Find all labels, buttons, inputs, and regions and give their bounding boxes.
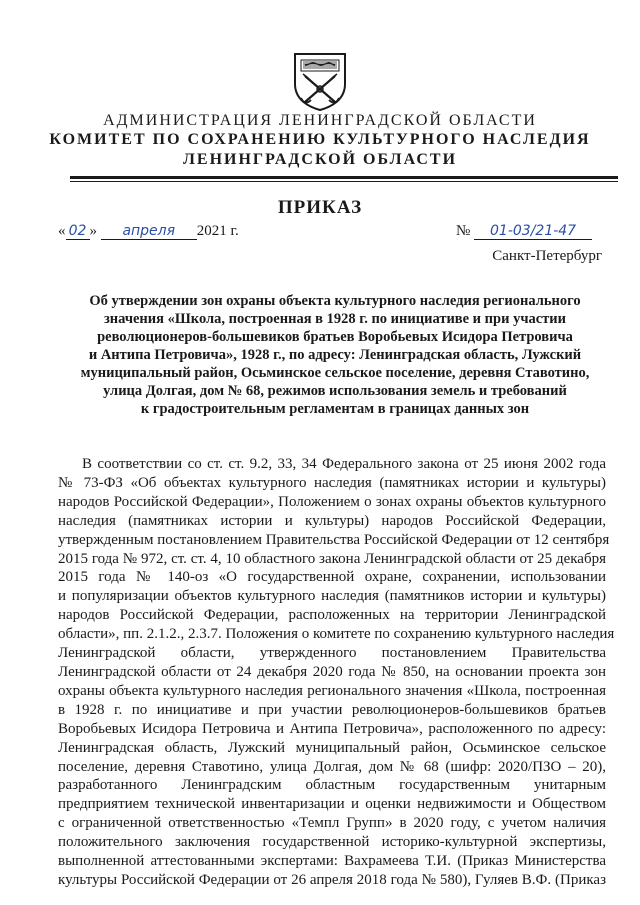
order-body (58, 455, 615, 890)
date-quote-open: « (58, 223, 66, 239)
header-divider-thick (70, 176, 618, 179)
document-date (58, 223, 239, 240)
heading-line: улица Долгая, дом № 68, режимов использования земель и требований (103, 383, 567, 399)
date-quote-close: » (89, 223, 97, 239)
heading-line: муниципальный район, Осьминское сельское поселение, деревня Ставотино, (80, 365, 590, 381)
heading-line: значения «Школа, построенная в 1928 г. по инициативе и при участии (103, 311, 567, 327)
body-line: наследия (памятниках истории и культуры) народов Российской Федерации, (58, 512, 606, 529)
org-line-committee: КОМИТЕТ ПО СОХРАНЕНИЮ КУЛЬТУРНОГО НАСЛЕДИЯ (49, 131, 591, 148)
document-number (456, 223, 592, 240)
body-line: № 73-ФЗ «Об объектах культурного наследия (памятниках истории и культуры) (58, 474, 606, 491)
body-line: Ленинградской области, утвержденного постановлением Правительства (58, 645, 606, 662)
org-line-region: ЛЕНИНГРАДСКОЙ ОБЛАСТИ (182, 151, 458, 168)
number-field (474, 223, 592, 240)
body-line: В соответствии со ст. ст. 9.2, 33, 34 Федерального закона от 25 июня 2002 года (82, 456, 606, 472)
body-line: 2015 года № 972, ст. ст. 4, 10 областного закона Ленинградской области от 25 декабря (58, 550, 606, 567)
date-month-field (101, 223, 197, 240)
body-line: в 1928 г. по инициативе и при участии революционеров-большевиков братьев (58, 701, 606, 718)
heading-line: Об утверждении зон охраны объекта культурного наследия регионального (89, 293, 581, 309)
body-line: области», пп. 2.1.2., 2.3.7. Положения о комитете по сохранению культурного наследия (58, 626, 615, 643)
body-line: предприятием технической инвентаризации и оценки недвижимости и Обществом (58, 796, 606, 813)
body-line: 2015 года № 140-оз «О государственной охране, сохранении, использовании (58, 569, 606, 586)
body-line: положительного заключения государственной историко-культурной экспертизы, (58, 834, 606, 851)
body-line: утвержденным постановлением Правительства Российской Федерации от 12 сентября (58, 531, 610, 548)
date-day: 02 (68, 223, 87, 239)
number-value: 01-03/21-47 (490, 223, 577, 239)
heading-line: революционеров-большевиков братьев Воробьевых Исидора Петровича (97, 329, 573, 345)
body-line: Ленинградской области от 24 декабря 2020 года № 850, на основании проекта зон (58, 663, 606, 680)
header-divider-thin (70, 181, 618, 182)
body-line: охраны объекта культурного наследия регионального значения «Школа, построенная (58, 682, 606, 699)
org-line-administration: АДМИНИСТРАЦИЯ ЛЕНИНГРАДСКОЙ ОБЛАСТИ (103, 112, 537, 129)
coat-of-arms-icon (291, 50, 349, 112)
body-line: с ограниченной ответственностью «Темпл Групп» в 2020 году, с учетом наличия (58, 815, 606, 832)
body-line: народов Российской Федерации, расположенных на территории Ленинградской (58, 607, 606, 624)
body-line: разработанного Ленинградским областным государственным унитарным (58, 777, 606, 794)
body-line: Воробьевых Исидора Петровича и Антипа Петровича», расположенного по адресу: (58, 720, 606, 737)
body-line: выполненной аттестованными экспертами: Вахрамеева Т.И. (Приказ Министерства (58, 853, 606, 870)
document-city: Санкт-Петербург (492, 248, 602, 264)
order-heading (70, 292, 600, 418)
body-line: народов Российской Федерации», Положением о зонах охраны объектов культурного (58, 493, 606, 510)
heading-line: к градостроительным регламентам в границах данных зон (140, 401, 530, 417)
date-year: 2021 г. (196, 223, 239, 239)
body-line: и популяризации объектов культурного наследия (памятников истории и культуры) (58, 588, 606, 605)
body-line: поселение, деревня Ставотино, улица Долгая, дом № 68 (шифр: 2020/ПЗО – 20), (58, 758, 606, 775)
body-line: Ленинградская область, Лужский муниципальный район, Осьминское сельское (58, 739, 606, 756)
document-title: ПРИКАЗ (277, 197, 363, 218)
date-month: апреля (122, 223, 176, 239)
date-day-field (66, 223, 90, 240)
body-line: культуры Российской Федерации от 26 апреля 2018 года № 580), Гуляев В.Ф. (Приказ (58, 871, 606, 888)
heading-line: и Антипа Петровича», 1928 г., по адресу: Ленинградская область, Лужский (88, 347, 582, 363)
number-label: № (456, 223, 471, 239)
